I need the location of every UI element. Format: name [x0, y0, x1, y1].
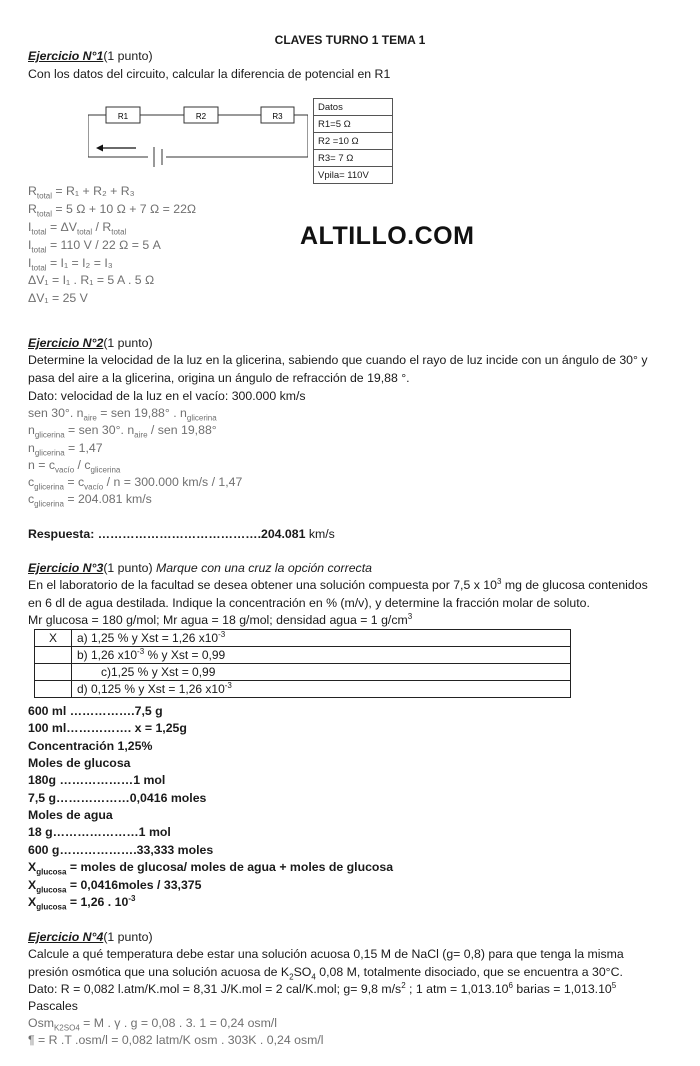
exercise-2-points: (1 punto) — [103, 336, 153, 350]
answer-label: Respuesta: …………………………………. — [28, 527, 261, 541]
exercise-3-statement: Mr glucosa = 180 g/mol; Mr agua = 18 g/mol; densidad agua = 1 $g/cm^3$ — [28, 611, 413, 627]
option-text: d) 0,125 % y Xst = 1,26 $x10^{-3}$ — [72, 681, 571, 698]
circuit-diagram — [88, 103, 308, 175]
ex1-solution-line: ΔV₁ = I₁ . R₁ = 5 A . 5 Ω — [28, 273, 155, 287]
option-mark[interactable] — [35, 647, 72, 664]
option-text: a) 1,25 % y Xst = 1,26 $x10^{-3}$ — [72, 630, 571, 647]
exercise-2-statement: pasa del aire a la glicerina, origina un ángulo de refracción de 19,88 °. — [28, 371, 410, 385]
exercise-3-statement: En el laboratorio de la facultad se desea obtener una solución compuesta por 7,5 x $10^3$ mg de glucosa contenidos — [28, 576, 648, 592]
ex2-solution-line: $n = c_{vacío} / c_{glicerina}$ — [28, 458, 121, 475]
page-title: CLAVES TURNO 1 TEMA 1 — [274, 33, 426, 47]
exercise-2-title: Ejercicio N°2 — [28, 336, 104, 350]
exercise-1-heading — [28, 48, 153, 65]
ex1-solution-line: $I_{total} = I_1 = I_2 = I_3$ — [28, 256, 113, 273]
option-row[interactable] — [35, 647, 571, 664]
ex2-solution-line: $n_{glicerina} = 1,47$ — [28, 441, 103, 458]
ex3-solution-line: Concentración 1,25% — [28, 739, 153, 753]
option-mark[interactable] — [35, 664, 72, 681]
exercise-2-statement: Determine la velocidad de la luz en la glicerina, sabiendo que cuando el rayo de luz incide con un ángulo de 30° y — [28, 353, 648, 367]
ex3-solution-line: 18 g…………………1 mol — [28, 825, 171, 839]
resistor-r3-label: R3 — [272, 112, 283, 121]
ex2-solution-line: $c_{glicerina} = 204.081$ km/s — [28, 492, 152, 509]
exercise-3-heading — [28, 560, 372, 577]
exercise-3-points: (1 punto) — [103, 561, 153, 575]
ex1-solution-line: $I_{total} = \Delta V_{total} / R_{total}$ — [28, 220, 127, 237]
option-row[interactable] — [35, 630, 571, 647]
exercise-3-title: Ejercicio N°3 — [28, 561, 104, 575]
ex1-solution-line: $I_{total} = 110$ V / 22 Ω = 5 A — [28, 238, 161, 255]
watermark: ALTILLO.COM — [300, 222, 475, 250]
options-table — [34, 629, 571, 698]
option-row[interactable] — [35, 681, 571, 698]
ex3-solution-line: $X_{glucosa}$ = 0,0416moles / 33,375 — [28, 878, 202, 895]
ex3-solution-line: 600 g……………….33,333 moles — [28, 843, 214, 857]
ex1-solution-line: ΔV₁ = 25 V — [28, 291, 88, 305]
option-row[interactable] — [35, 664, 571, 681]
ex3-solution-line: Moles de glucosa — [28, 756, 131, 770]
ex3-solution-line: $X_{glucosa} = 1,26$ . $10^{-3}$ — [28, 893, 136, 912]
exercise-1-points: (1 punto) — [103, 49, 153, 63]
datos-row: Vpila= 110V — [314, 167, 393, 184]
exercise-2-heading — [28, 335, 153, 352]
exercise-3-instruction: Marque con una cruz la opción correcta — [152, 561, 372, 575]
ex3-solution-line: $X_{glucosa}$ = moles de glucosa/ moles de agua + moles de glucosa — [28, 860, 394, 877]
exercise-4-statement: presión osmótica que una solución acuosa de $K_2SO_4$ 0,08 M, totalmente disociado, que se encuentra a 30°C. — [28, 965, 623, 982]
resistor-r2-label: R2 — [195, 112, 207, 121]
option-mark[interactable]: X — [35, 630, 72, 647]
exercise-4-heading — [28, 929, 153, 946]
ex3-solution-line: Moles de agua — [28, 808, 113, 822]
ex3-solution-line: 100 ml……………. x = 1,25g — [28, 721, 187, 735]
exercise-4-statement: Calcule a qué temperatura debe estar una solución acuosa 0,15 M de NaCl (g= 0,8) para que tenga la misma — [28, 947, 624, 961]
datos-row: R2 =10 Ω — [314, 133, 393, 150]
resistor-r1-label: R1 — [117, 112, 129, 121]
option-mark[interactable] — [35, 681, 72, 698]
ex4-solution-line: Osm$_{K2SO4}$ = M . γ . g = 0,08 . 3. 1 = 0,24 osm/l — [28, 1016, 277, 1033]
exercise-3-statement: en 6 dl de agua destilada. Indique la concentración en % (m/v), y determine la fracción molar de soluto. — [28, 596, 590, 610]
datos-row: R1=5 Ω — [314, 116, 393, 133]
ex2-solution-line: $n_{glicerina}$ = sen 30°. $n_{aire}$ / sen 19,88° — [28, 423, 217, 440]
datos-header: Datos — [314, 99, 393, 116]
ex1-solution-line: $R_{total} = 5$ Ω + 10 Ω + 7 Ω = 22Ω — [28, 202, 197, 219]
exercise-1-statement: Con los datos del circuito, calcular la diferencia de potencial en R1 — [28, 67, 391, 81]
answer-value: 204.081 — [260, 527, 306, 541]
exercise-4-statement: Dato: R = 0,082 l.atm/K.mol = 8,31 J/K.mol = 2 cal/K.mol; g= 9,8 $m/s^2$ ; 1 atm = $1,013.10^6$ barias = $1,013.10^5$ — [28, 980, 617, 996]
ex1-solution-line: $R_{total} = R_1 + R_2 + R_3$ — [28, 184, 135, 201]
answer-unit: km/s — [305, 527, 335, 541]
ex2-answer — [28, 526, 335, 543]
exercise-2-statement: Dato: velocidad de la luz en el vacío: 300.000 km/s — [28, 389, 306, 403]
ex3-solution-line: 180g ………………1 mol — [28, 773, 166, 787]
datos-table — [313, 98, 393, 184]
exercise-4-points: (1 punto) — [103, 930, 153, 944]
datos-row: R3= 7 Ω — [314, 150, 393, 167]
option-text: b) 1,26 $x10^{-3}$ % y Xst = 0,99 — [72, 647, 571, 664]
exercise-4-statement: Pascales — [28, 999, 78, 1013]
ex4-solution-line: ¶ = R .T .osm/l = 0,082 latm/K osm . 303K . 0,24 osm/l — [28, 1033, 324, 1047]
ex2-solution-line: sen 30°. $n_{aire}$ = sen 19,88° . $n_{glicerina}$ — [28, 406, 217, 423]
ex3-solution-line: 7,5 g………………0,0416 moles — [28, 791, 207, 805]
exercise-1-title: Ejercicio N°1 — [28, 49, 104, 63]
option-text: c)1,25 % y Xst = 0,99 — [72, 664, 571, 681]
exercise-4-title: Ejercicio N°4 — [28, 930, 104, 944]
ex2-solution-line: $c_{glicerina} = c_{vacío} / n = 300.000$ km/s / 1,47 — [28, 475, 243, 492]
ex3-solution-line: 600 ml …………….7,5 g — [28, 704, 163, 718]
